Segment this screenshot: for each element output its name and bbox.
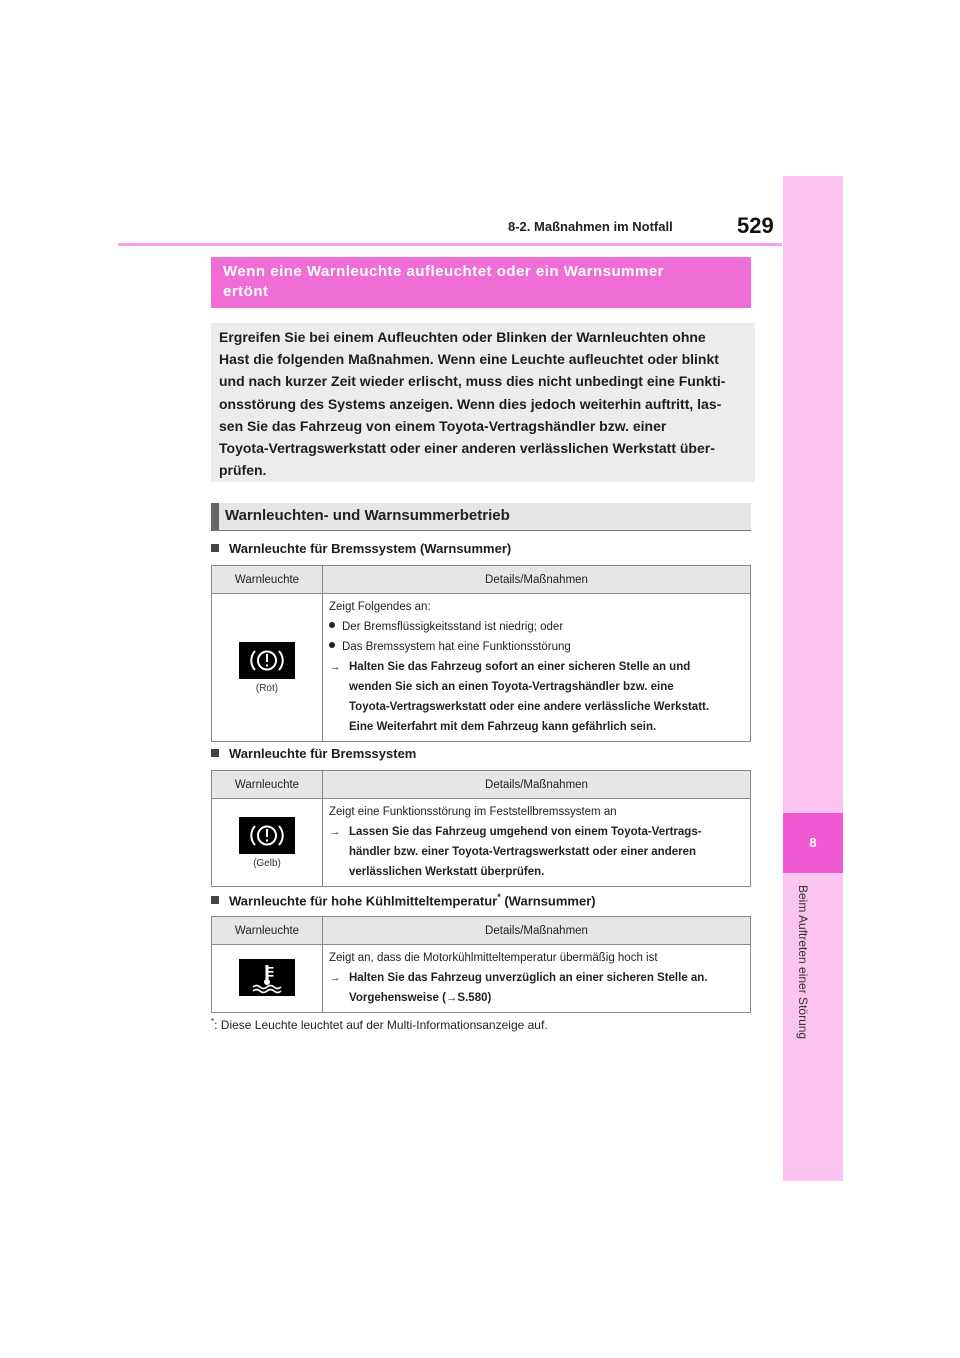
section-heading: Warnleuchten- und Warnsummerbetrieb	[211, 503, 751, 531]
page-number: 529	[737, 213, 774, 238]
subhead-brake-buzzer: Warnleuchte für Bremssystem (Warnsummer)	[211, 541, 511, 556]
column-header-light: Warnleuchte	[212, 917, 323, 945]
banner-title-line-2: ertönt	[223, 283, 269, 300]
intro-paragraph	[211, 323, 755, 482]
column-header-details: Details/Maßnahmen	[323, 917, 751, 945]
arrow-right-icon: →	[329, 661, 341, 673]
footnote-marker: *	[211, 1017, 215, 1026]
section-header: 8-2. Maßnahmen im Notfall	[508, 219, 673, 234]
warning-light-cell	[212, 594, 323, 742]
action-instruction: → Halten Sie das Fahrzeug sofort an einer sicheren Stelle an und wenden Sie sich an einen Toyota-Vertragshändler bzw. eine Toyota-Vertragswerkstatt oder eine andere verlässliche Werkstatt. Eine Weiterfahrt mit dem Fahrzeug kann gefährlich sein.	[329, 657, 744, 737]
table-row	[212, 945, 751, 1013]
intro-line: prüfen.	[219, 462, 267, 479]
intro-line: Toyota-Vertragswerkstatt oder einer anderen verlässlichen Werkstatt über-	[219, 440, 715, 457]
list-item: Der Bremsflüssigkeitsstand ist niedrig; oder	[329, 617, 744, 637]
light-color-caption: (Rot)	[255, 682, 279, 694]
action-instruction: → Lassen Sie das Fahrzeug umgehend von einem Toyota-Vertrags- händler bzw. einer Toyota-Vertragswerkstatt oder einer anderen verlässlichen Werkstatt überprüfen.	[329, 822, 744, 882]
bullet-dot-icon	[329, 622, 335, 628]
warning-table-brake-yellow	[211, 770, 751, 887]
column-header-details: Details/Maßnahmen	[323, 771, 751, 799]
square-bullet-icon	[211, 896, 219, 904]
square-bullet-icon	[211, 749, 219, 757]
banner-title-line-1: Wenn eine Warnleuchte aufleuchtet oder ein Warnsummer	[223, 263, 665, 280]
column-header-details: Details/Maßnahmen	[323, 566, 751, 594]
chapter-label: Beim Auftreten einer Störung	[796, 885, 810, 1040]
details-cell	[323, 594, 751, 742]
header-rule	[118, 243, 782, 246]
bullet-dot-icon	[329, 642, 335, 648]
coolant-temperature-icon	[239, 959, 295, 996]
square-bullet-icon	[211, 544, 219, 552]
warning-light-cell	[212, 799, 323, 887]
subhead-brake: Warnleuchte für Bremssystem	[211, 746, 416, 761]
chapter-number: 8	[809, 835, 817, 850]
intro-line: sen Sie das Fahrzeug von einem Toyota-Vertragshändler bzw. einer	[219, 417, 667, 434]
intro-line: Ergreifen Sie bei einem Aufleuchten oder Blinken der Warnleuchten ohne	[219, 329, 706, 345]
column-header-light: Warnleuchte	[212, 566, 323, 594]
subhead-coolant: Warnleuchte für hohe Kühlmitteltemperatur* (Warnsummer)	[211, 892, 596, 908]
intro-line: Hast die folgenden Maßnahmen. Wenn eine Leuchte aufleuchtet oder blinkt	[219, 351, 719, 368]
details-cell	[323, 945, 751, 1013]
chapter-number-tab[interactable]	[783, 813, 843, 873]
table-row	[212, 799, 751, 887]
light-color-caption: (Gelb)	[253, 857, 281, 869]
column-header-light: Warnleuchte	[212, 771, 323, 799]
details-intro: Zeigt an, dass die Motorkühlmitteltemperatur übermäßig hoch ist	[329, 952, 658, 964]
brake-warning-icon	[239, 817, 295, 854]
intro-line: onsstörung des Systems anzeigen. Wenn dies jedoch weiterhin auftritt, las-	[219, 395, 722, 412]
arrow-right-icon: →	[329, 972, 341, 984]
footnote-marker: *	[497, 892, 501, 902]
section-banner	[211, 257, 751, 308]
details-cell	[323, 799, 751, 887]
list-item: Das Bremssystem hat eine Funktionsstörung	[329, 637, 744, 657]
details-intro: Zeigt eine Funktionsstörung im Feststellbremssystem an	[329, 806, 617, 818]
warning-table-brake-red	[211, 565, 751, 742]
arrow-right-icon: →	[329, 826, 341, 838]
details-intro: Zeigt Folgendes an:	[329, 601, 431, 613]
action-instruction: → Halten Sie das Fahrzeug unverzüglich an einer sicheren Stelle an. Vorgehensweise (→S.580)	[329, 968, 744, 1008]
table-header-row	[212, 771, 751, 799]
intro-line: und nach kurzer Zeit wieder erlischt, muss dies nicht unbedingt eine Funkti-	[219, 373, 726, 390]
table-row	[212, 594, 751, 742]
footnote: *: Diese Leuchte leuchtet auf der Multi-Informationsanzeige auf.	[211, 1017, 548, 1032]
table-header-row	[212, 917, 751, 945]
warning-table-coolant	[211, 916, 751, 1013]
table-header-row	[212, 566, 751, 594]
warning-light-cell	[212, 945, 323, 1013]
brake-warning-icon	[239, 642, 295, 679]
page-reference-link[interactable]: Vorgehensweise (→S.580)	[349, 992, 492, 1004]
